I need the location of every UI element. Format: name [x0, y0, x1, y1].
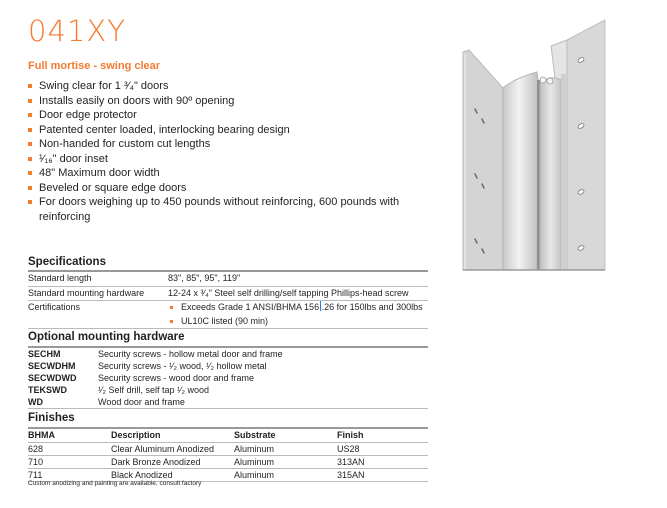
table-cell: US28: [337, 442, 428, 455]
bullet-icon: [170, 320, 173, 323]
feature-item: Door edge protector: [28, 108, 418, 123]
table-cell: Aluminum: [234, 468, 337, 481]
feature-item: For doors weighing up to 450 pounds without reinforcing, 600 pounds with reinforcing: [28, 195, 418, 224]
column-header: Finish: [337, 428, 428, 442]
bullet-icon: [28, 99, 32, 103]
feature-item: Installs easily on doors with 90º opening: [28, 94, 418, 109]
certification-item[interactable]: Exceeds Grade 1 ANSI/BHMA 156 .26 for 150lbs and 300lbs: [168, 301, 428, 315]
feature-item: 48" Maximum door width: [28, 166, 418, 181]
optional-hardware-table: [28, 346, 428, 409]
finishes-heading: Finishes: [28, 412, 75, 424]
bullet-icon: [28, 186, 32, 190]
table-row: [28, 396, 428, 409]
hardware-description: Wood door and frame: [98, 397, 185, 407]
table-cell: 315AN: [337, 468, 428, 481]
table-cell: Aluminum: [234, 442, 337, 455]
spec-value: 83", 85", 95", 119": [168, 273, 241, 283]
hardware-description: ¹⁄₂ Self drill, self tap ¹⁄₂ wood: [98, 385, 210, 395]
spec-value: 12-24 x ³⁄₄" Steel self drilling/self tapping Phillips-head screw: [168, 287, 409, 298]
bullet-icon: [28, 157, 32, 161]
table-row: [28, 286, 428, 301]
table-row: [28, 384, 428, 396]
spec-value: [168, 301, 428, 329]
feature-item: Patented center loaded, interlocking bearing design: [28, 123, 418, 138]
right-barrel: [540, 78, 561, 270]
table-cell: Clear Aluminum Anodized: [111, 442, 234, 455]
table-row: [28, 301, 428, 329]
hardware-code: WD: [28, 397, 43, 407]
feature-list: [28, 79, 418, 224]
bullet-icon: [28, 84, 32, 88]
left-barrel: [503, 72, 539, 270]
bullet-icon: [28, 200, 32, 204]
table-row: [28, 442, 428, 455]
table-cell: 313AN: [337, 455, 428, 468]
footnote: Custom anodizing and painting are available, consult factory: [28, 480, 202, 487]
hardware-code: TEKSWD: [28, 385, 67, 395]
column-header: Description: [111, 428, 234, 442]
hardware-code: SECWDHM: [28, 361, 76, 371]
table-cell: 711: [28, 468, 111, 481]
column-header: BHMA: [28, 428, 111, 442]
specifications-table: [28, 270, 428, 329]
table-cell: Dark Bronze Anodized: [111, 455, 234, 468]
continuous-hinge-image: [455, 14, 610, 274]
bullet-icon: [28, 142, 32, 146]
spec-label: Standard mounting hardware: [28, 287, 145, 298]
feature-item: Swing clear for 1 ³⁄₄" doors: [28, 79, 418, 94]
bullet-icon: [28, 128, 32, 132]
spec-label: Standard length: [28, 273, 92, 283]
product-subtitle: Full mortise - swing clear: [28, 60, 161, 72]
hardware-description: Security screws - ¹⁄₂ wood, ¹⁄₂ hollow metal: [98, 361, 267, 371]
right-leaf: [567, 20, 605, 270]
feature-item: Beveled or square edge doors: [28, 181, 418, 196]
spec-label: Certifications: [28, 302, 81, 312]
bullet-icon: [170, 306, 173, 309]
hardware-code: SECHM: [28, 349, 61, 359]
hardware-description: Security screws - wood door and frame: [98, 373, 255, 383]
table-header-row: [28, 428, 428, 442]
bullet-icon: [28, 113, 32, 117]
table-row: [28, 372, 428, 384]
hardware-code: SECWDWD: [28, 373, 77, 383]
table-row: [28, 347, 428, 360]
table-cell: 710: [28, 455, 111, 468]
table-row: [28, 455, 428, 468]
table-cell: Aluminum: [234, 455, 337, 468]
table-row: [28, 271, 428, 286]
bullet-icon: [28, 171, 32, 175]
table-cell: Black Anodized: [111, 468, 234, 481]
feature-item: Non-handed for custom cut lengths: [28, 137, 418, 152]
specifications-heading: Specifications: [28, 256, 106, 268]
hardware-description: Security screws - hollow metal door and frame: [98, 349, 283, 359]
table-cell: 628: [28, 442, 111, 455]
model-title: 041XY: [28, 14, 126, 48]
optional-hardware-heading: Optional mounting hardware: [28, 331, 185, 343]
certification-item: UL10C listed (90 min): [168, 315, 428, 329]
table-row: [28, 360, 428, 372]
certification-list: [168, 301, 428, 328]
finishes-table: [28, 427, 428, 482]
left-leaf: [463, 50, 503, 270]
feature-item: ¹⁄₁₆" door inset: [28, 152, 418, 167]
column-header: Substrate: [234, 428, 337, 442]
